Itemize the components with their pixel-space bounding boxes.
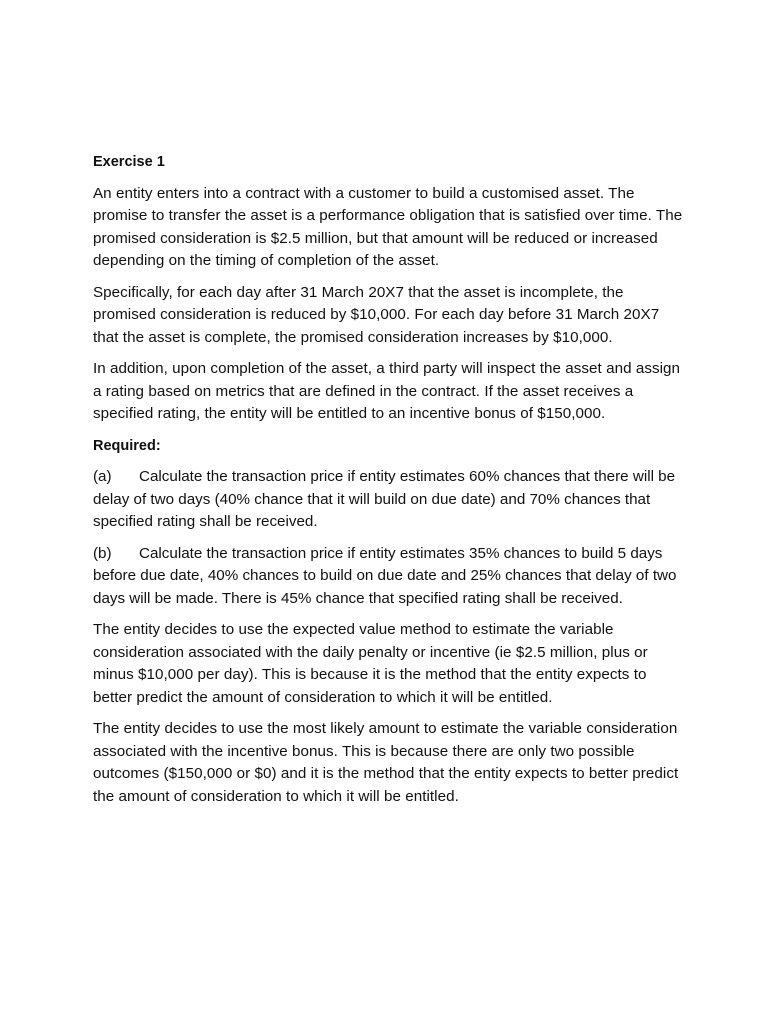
exercise-title: Exercise 1 — [93, 154, 165, 170]
bonus-paragraph: In addition, upon completion of the asset, a third party will inspect the asset and assign a rating based on metrics that are defined in the contract. If the asset receives a specified rating, the entity will be entitled to an incentive bonus of $150,000. — [93, 360, 681, 422]
question-text: Calculate the transaction price if entity estimates 60% chances that there will be delay of two days (40% chance that it will build on due date) and 70% chances that specified rating shall be received. — [93, 468, 676, 530]
question-item-b — [93, 543, 683, 611]
question-marker: (b) — [93, 544, 112, 562]
question-text: Calculate the transaction price if entity estimates 35% chances to build 5 days before due date, 40% chances to build on due date and 25% chances that delay of two days will be made. There is 45% chance that specified rating shall be received. — [93, 544, 677, 607]
question-marker: (a) — [93, 468, 112, 485]
most-likely-paragraph: The entity decides to use the most likely amount to estimate the variable consideration associated with the incentive bonus. This is because there are only two possible outcomes ($150,000 or $0) and it is the method that the entity expects to better predict the amount of consideration to which it will be entitled. — [93, 720, 679, 805]
question-item-a — [93, 466, 683, 534]
required-heading: Required: — [93, 437, 161, 454]
expected-value-paragraph: The entity decides to use the expected value method to estimate the variable consideration associated with the daily penalty or incentive (ie $2.5 million, plus or minus $10,000 per day). This is because it is the method that the entity expects to better predict the amount of consideration to which it will be entitled. — [93, 621, 648, 706]
intro-paragraph: An entity enters into a contract with a customer to build a customised asset. The promise to transfer the asset is a performance obligation that is satisfied over time. The promised consideration is $2.5 million, but that amount will be reduced or increased depending on the timing of completion of the asset. — [93, 184, 683, 269]
document-page — [93, 151, 683, 817]
penalty-paragraph: Specifically, for each day after 31 March 20X7 that the asset is incomplete, the promised consideration is reduced by $10,000. For each day before 31 March 20X7 that the asset is complete, the promised consideration increases by $10,000. — [93, 283, 660, 346]
